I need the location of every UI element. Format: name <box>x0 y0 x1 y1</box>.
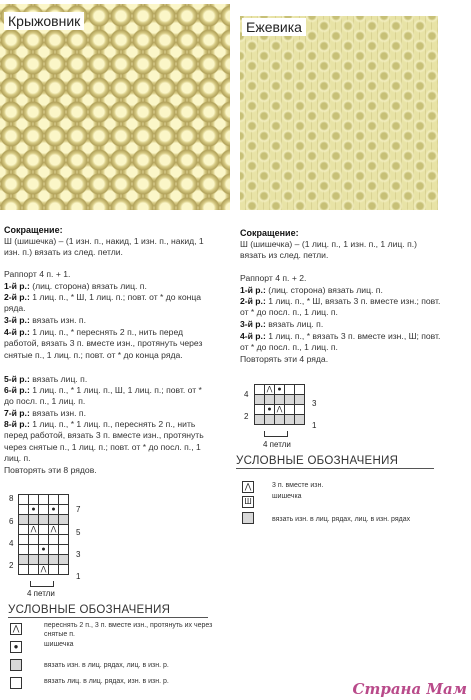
right-legend-divider <box>236 468 434 469</box>
right-repeat: Раппорт 4 п. + 2. <box>240 273 307 283</box>
left-chart-row-6: 6 <box>9 517 14 526</box>
right-row-4: 4-й р.: 1 лиц. п., * вязать 3 п. вместе изн., Ш; повт. от * до посл. п., 1 лиц. п. <box>240 331 441 353</box>
right-legend-symbol-purl <box>242 512 254 524</box>
left-legend-title: УСЛОВНЫЕ ОБОЗНАЧЕНИЯ <box>8 604 171 616</box>
left-chart-row-5: 5 <box>76 528 81 537</box>
left-chart-row-8: 8 <box>9 494 14 503</box>
right-chart-row-1: 1 <box>312 421 317 430</box>
left-legend-symbol-decrease: ⋀ <box>10 623 22 635</box>
right-knit-chart: ⋀ ● ● ⋀ <box>254 384 305 425</box>
right-legend-title: УСЛОВНЫЕ ОБОЗНАЧЕНИЯ <box>236 455 399 467</box>
left-abbr-body: Ш (шишечка) – (1 изн. п., накид, 1 изн. п., накид, 1 изн. п.) вязать из след. петли. <box>4 236 204 258</box>
right-chart-repeat-bracket <box>264 431 288 437</box>
gooseberry-swatch-photo <box>0 4 230 210</box>
right-abbr-body: Ш (шишечка) – (1 лиц. п., 1 изн. п., 1 лиц. п.) вязать из след. петли. <box>240 239 418 261</box>
right-row-instructions <box>240 285 446 365</box>
left-legend-text-bobble: шишечка <box>44 641 74 648</box>
left-abbr-heading: Сокращение: <box>4 225 63 235</box>
blackberry-swatch-photo <box>240 16 438 210</box>
left-legend-divider <box>8 617 208 618</box>
left-repeat-rows: Повторять эти 8 рядов. <box>4 465 97 475</box>
left-chart-caption: 4 петли <box>27 589 55 598</box>
right-pattern-title: Ежевика <box>242 18 306 36</box>
left-legend-text-decrease: переснять 2 п., 3 п. вместе изн., протянуть их через снятые п. <box>44 622 213 638</box>
left-row-1: 1-й р.: (лиц. сторона) вязать лиц. п. <box>4 281 147 291</box>
right-row-2: 2-й р.: 1 лиц. п., * Ш, вязать 3 п. вместе изн.; повт. от * до посл. п., 1 лиц. п. <box>240 296 441 318</box>
left-chart-row-1: 1 <box>76 572 81 581</box>
left-row-7: 7-й р.: вязать изн. п. <box>4 408 86 418</box>
left-chart-row-4: 4 <box>9 539 14 548</box>
right-repeat-rows: Повторять эти 4 ряда. <box>240 354 329 364</box>
left-knit-chart: ● ● ⋀ ⋀ ● ⋀ <box>18 494 69 575</box>
left-legend-symbol-bobble: ● <box>10 641 22 653</box>
right-legend-text-bobble: шишечка <box>272 493 302 500</box>
left-row-3: 3-й р.: вязать изн. п. <box>4 315 86 325</box>
right-legend-symbol-bobble: Ш <box>242 496 254 508</box>
left-chart-row-7: 7 <box>76 505 81 514</box>
left-chart-repeat-bracket <box>30 581 54 587</box>
left-row-6: 6-й р.: 1 лиц. п., * 1 лиц. п., Ш, 1 лиц. п.; повт. от * до посл. п., 1 лиц. п. <box>4 385 202 407</box>
left-row-instructions <box>4 281 212 476</box>
right-abbr-heading: Сокращение: <box>240 228 299 238</box>
left-chart-row-3: 3 <box>76 550 81 559</box>
left-legend-symbol-purl <box>10 659 22 671</box>
right-chart-caption: 4 петли <box>263 440 291 449</box>
left-row-8: 8-й р.: 1 лиц. п., * 1 лиц. п., переснять 2 п., нить перед работой, вязать 3 п. вместе изн., протянуть через снятые п., 1 лиц. п.; повт. от * до посл. п., 1 лиц. п. <box>4 419 204 464</box>
right-chart-row-3: 3 <box>312 399 317 408</box>
right-chart-row-2: 2 <box>244 412 249 421</box>
left-pattern-title: Крыжовник <box>4 12 84 30</box>
right-row-1: 1-й р.: (лиц. сторона) вязать лиц. п. <box>240 285 383 295</box>
left-legend-text-purl: вязать изн. в лиц. рядах, лиц. в изн. р. <box>44 662 169 669</box>
left-row-2: 2-й р.: 1 лиц. п., * Ш, 1 лиц. п.; повт. от * до конца ряда. <box>4 292 202 314</box>
left-row-5: 5-й р.: вязать лиц. п. <box>4 374 88 384</box>
left-row-4: 4-й р.: 1 лиц. п., * переснять 2 п., нить перед работой, вязать 3 п. вместе изн., протянуть через снятые п., 1 лиц. п.; повт. от * до конца ряда. <box>4 327 203 360</box>
left-repeat: Раппорт 4 п. + 1. <box>4 269 71 279</box>
left-chart-row-2: 2 <box>9 561 14 570</box>
left-legend-text-knit: вязать лиц. в лиц. рядах, изн. в изн. р. <box>44 678 169 685</box>
right-row-3: 3-й р.: вязать лиц. п. <box>240 319 324 329</box>
right-legend-text-decrease: 3 п. вместе изн. <box>272 482 324 489</box>
left-legend-symbol-knit <box>10 677 22 689</box>
right-chart-row-4: 4 <box>244 390 249 399</box>
right-legend-text-purl: вязать изн. в лиц. рядах, лиц. в изн. рядах <box>272 516 411 523</box>
site-watermark: Страна Мам <box>352 680 467 698</box>
right-legend-symbol-decrease: ⋀ <box>242 481 254 493</box>
